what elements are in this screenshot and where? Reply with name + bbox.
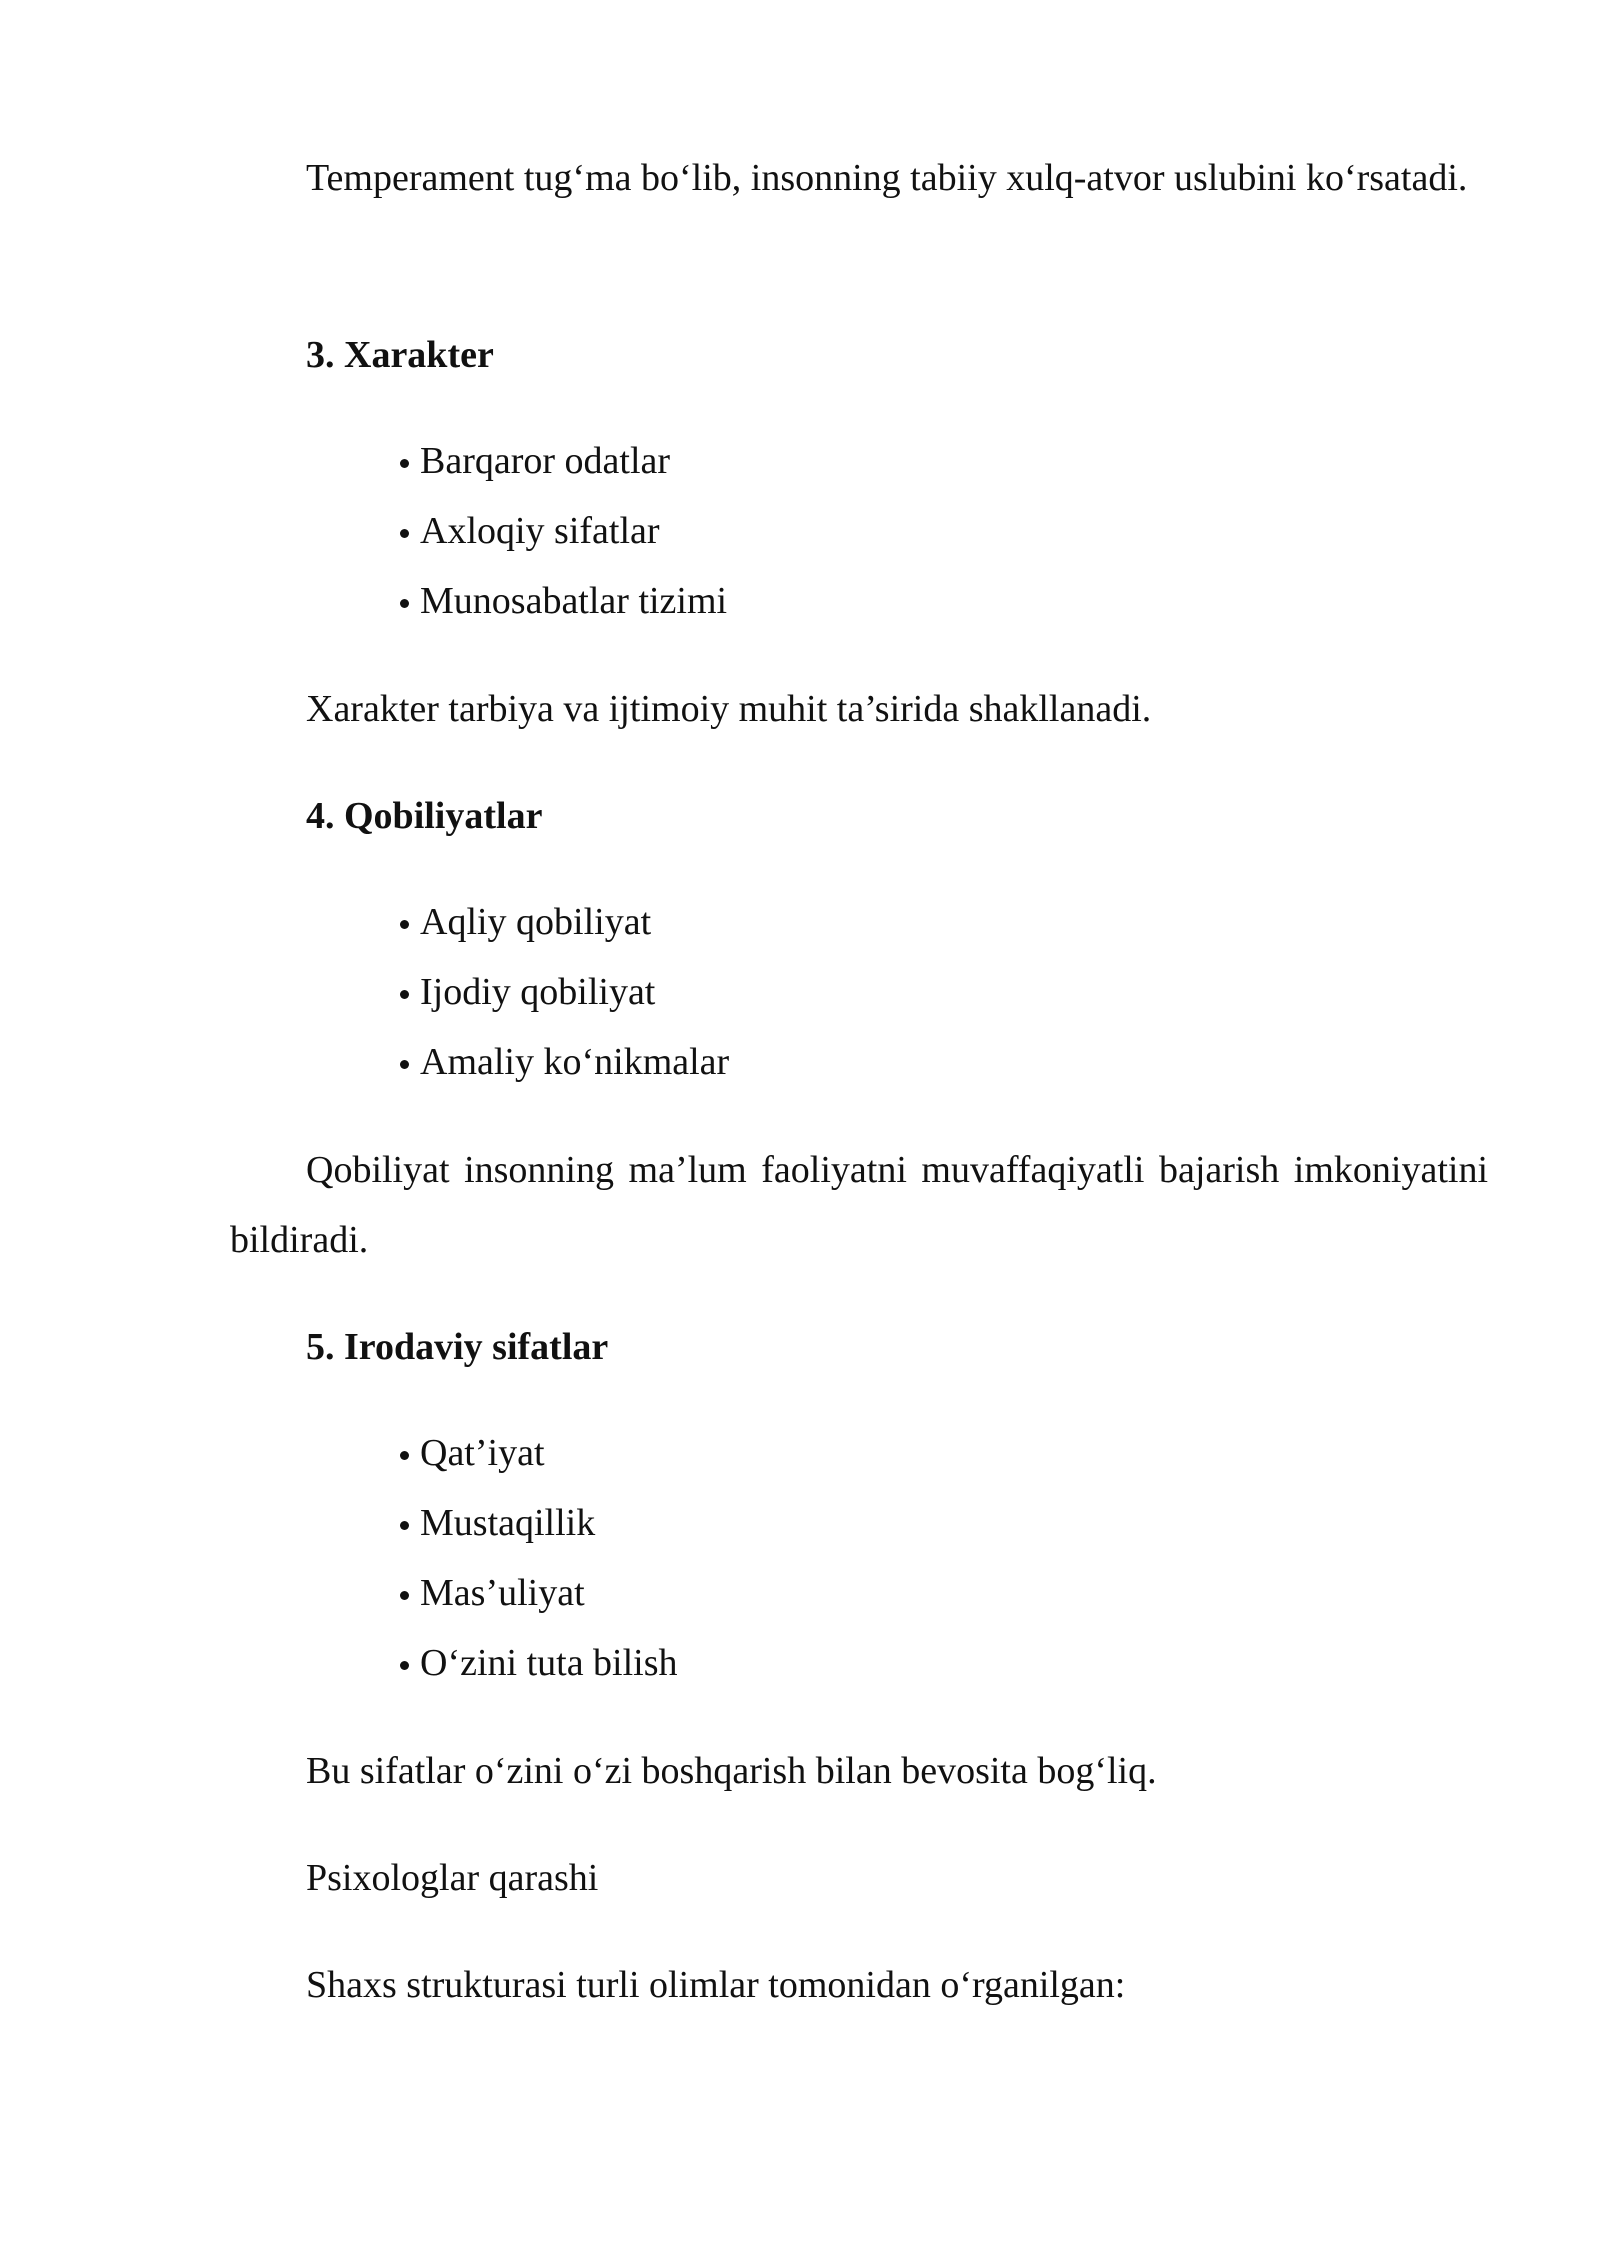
list-irodaviy-sifatlar	[398, 1418, 678, 1698]
paragraph-xarakter: Xarakter tarbiya va ijtimoiy muhit ta’sirida shakllanadi.	[306, 688, 1152, 730]
paragraph-qobiliyat: Qobiliyat insonning ma’lum faoliyatni muvaffaqiyatli bajarish imkoniyatini bildiradi.	[230, 1149, 1488, 1261]
list-item	[398, 887, 729, 957]
bullet-icon	[400, 599, 409, 608]
list-xarakter	[398, 426, 727, 636]
heading-xarakter: 3. Xarakter	[306, 334, 494, 376]
list-item	[398, 1027, 729, 1097]
list-item-label: Qat’iyat	[420, 1432, 545, 1474]
list-item	[398, 426, 727, 496]
bullet-icon	[400, 1591, 409, 1600]
list-item-label: Ijodiy qobiliyat	[420, 971, 656, 1013]
paragraph-psixologlar-qarashi: Psixologlar qarashi	[306, 1857, 599, 1899]
list-item-label: Aqliy qobiliyat	[420, 901, 652, 943]
bullet-icon	[400, 529, 409, 538]
list-item-label: Barqaror odatlar	[420, 440, 671, 482]
paragraph-temperament: Temperament tug‘ma bo‘lib, insonning tabiiy xulq-atvor uslubini ko‘rsatadi.	[306, 157, 1468, 199]
paragraph-sifatlar: Bu sifatlar o‘zini o‘zi boshqarish bilan bevosita bog‘liq.	[306, 1750, 1157, 1792]
list-item-label: Amaliy ko‘nikmalar	[420, 1041, 730, 1083]
paragraph-shaxs-strukturasi: Shaxs strukturasi turli olimlar tomonidan o‘rganilgan:	[306, 1964, 1126, 2006]
bullet-icon	[400, 920, 409, 929]
list-item	[398, 1488, 678, 1558]
list-item	[398, 957, 729, 1027]
bullet-icon	[400, 1521, 409, 1530]
list-item	[398, 1418, 678, 1488]
bullet-icon	[400, 990, 409, 999]
list-item	[398, 1628, 678, 1698]
list-item-label: Mas’uliyat	[420, 1572, 585, 1614]
bullet-icon	[400, 1060, 409, 1069]
list-item	[398, 566, 727, 636]
list-item-label: Munosabatlar tizimi	[420, 580, 728, 622]
bullet-icon	[400, 459, 409, 468]
bullet-icon	[400, 1661, 409, 1670]
list-item-label: O‘zini tuta bilish	[420, 1642, 678, 1684]
list-item	[398, 496, 727, 566]
list-item-label: Axloqiy sifatlar	[420, 510, 660, 552]
heading-qobiliyatlar: 4. Qobiliyatlar	[306, 795, 543, 837]
list-item-label: Mustaqillik	[420, 1502, 596, 1544]
heading-irodaviy-sifatlar: 5. Irodaviy sifatlar	[306, 1326, 609, 1368]
bullet-icon	[400, 1451, 409, 1460]
list-item	[398, 1558, 678, 1628]
list-qobiliyatlar	[398, 887, 729, 1097]
